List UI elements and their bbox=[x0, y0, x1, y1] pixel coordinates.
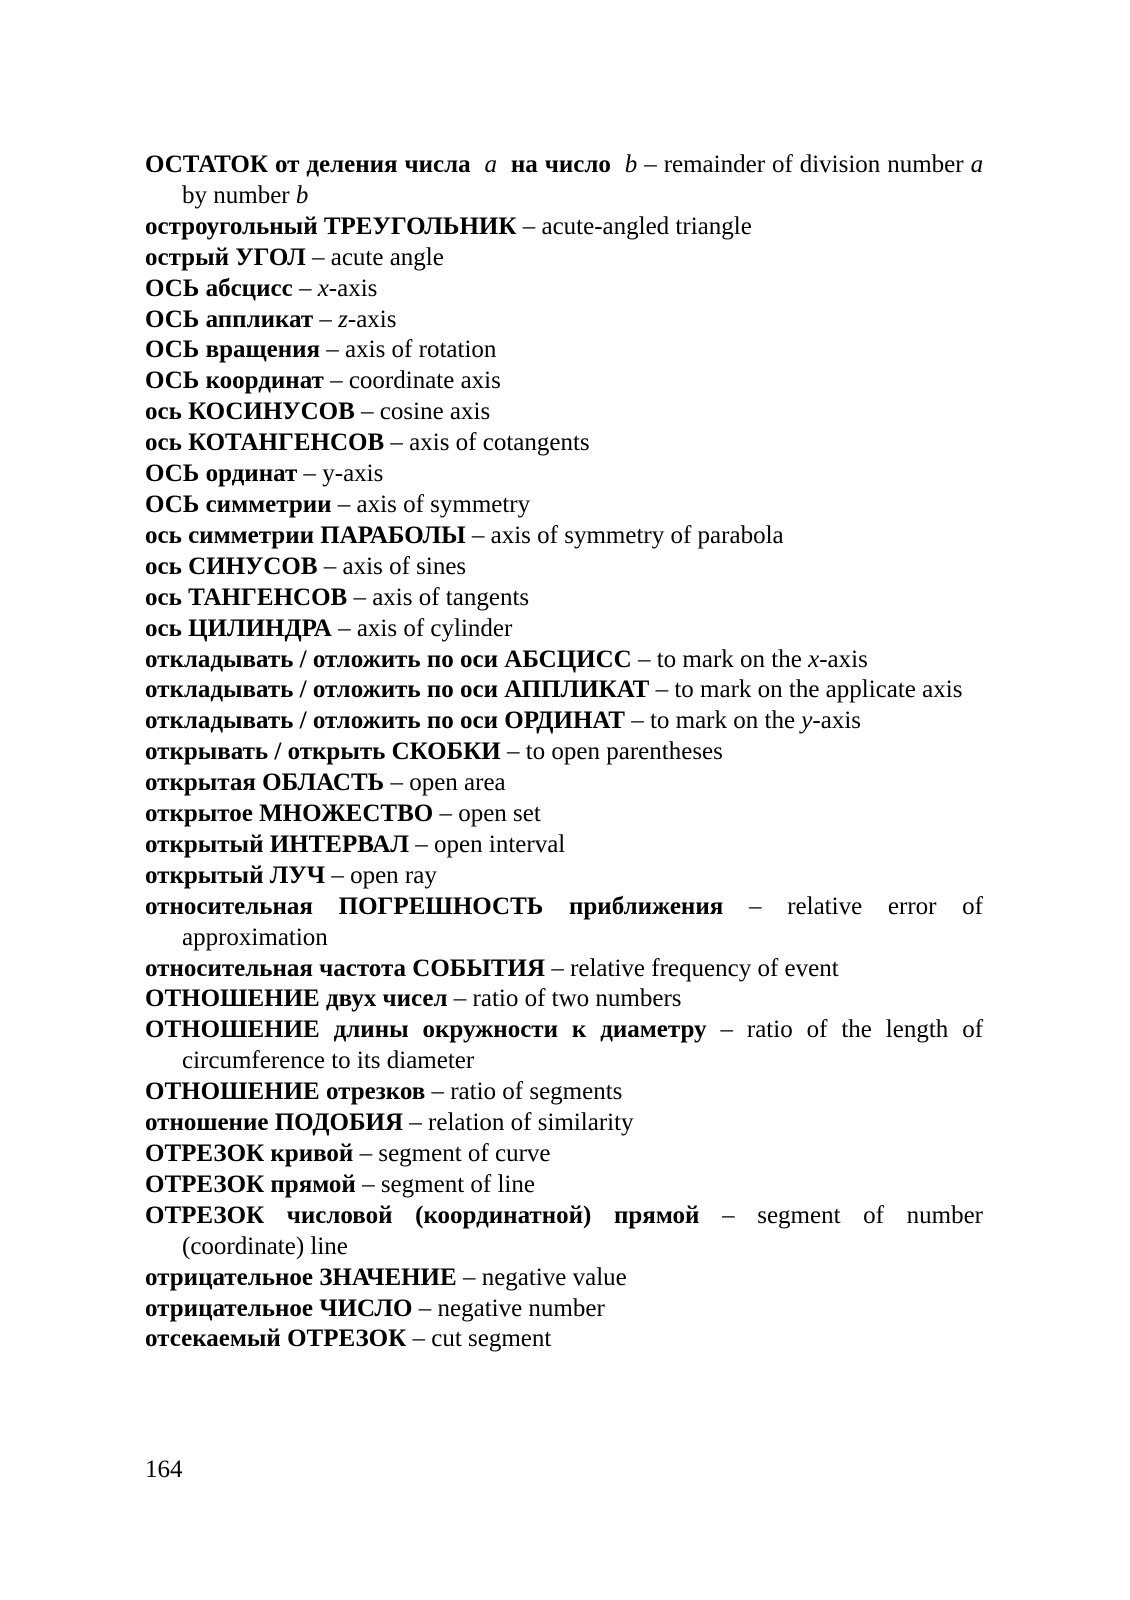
entry-definition: axis of sines bbox=[342, 552, 467, 580]
dictionary-entry: ось ЦИЛИНДРА – axis of cylinder bbox=[145, 614, 513, 642]
dictionary-entry: отрицательное ЗНАЧЕНИЕ – negative value bbox=[145, 1263, 627, 1291]
entry-term: ОТРЕЗОК прямой bbox=[145, 1170, 356, 1198]
entry-term: острый УГОЛ bbox=[145, 243, 306, 271]
entry-definition: ratio of segments bbox=[450, 1078, 623, 1106]
entry-definition: relative frequency of event bbox=[570, 954, 839, 982]
entry-term: ось СИНУСОВ bbox=[145, 552, 318, 580]
entry-definition: open ray bbox=[350, 861, 437, 889]
entry-term: откладывать / отложить по оси АППЛИКАТ bbox=[145, 676, 650, 704]
dictionary-entry: ОСЬ абсцисс – x-axis bbox=[145, 274, 378, 302]
entry-definition: negative value bbox=[481, 1263, 627, 1291]
entry-definition: open interval bbox=[434, 830, 566, 858]
dictionary-entry: ОТРЕЗОК кривой – segment of curve bbox=[145, 1140, 551, 1167]
entry-term: ось КОТАНГЕНСОВ bbox=[145, 429, 385, 457]
dictionary-entry: ось ТАНГЕНСОВ – axis of tangents bbox=[145, 583, 530, 611]
entry-term: ОТНОШЕНИЕ длины окружности к диаметру bbox=[145, 1016, 707, 1044]
dictionary-entry: ОСЬ симметрии – axis of symmetry bbox=[145, 490, 531, 518]
entry-definition: axis of symmetry bbox=[356, 490, 531, 518]
dictionary-entry: ОСЬ аппликат – z-axis bbox=[145, 305, 397, 333]
dictionary-entry: ОСЬ ординат – y-axis bbox=[145, 460, 384, 488]
entry-term: открытое МНОЖЕСТВО bbox=[145, 800, 434, 828]
entry-term: отсекаемый ОТРЕЗОК bbox=[145, 1325, 407, 1353]
dictionary-entry: открытый ЛУЧ – open ray bbox=[145, 861, 437, 889]
entry-term: ОТРЕЗОК числовой (координатной) прямой bbox=[145, 1201, 700, 1229]
entry-term: ось ТАНГЕНСОВ bbox=[145, 583, 348, 611]
entry-term: отношение ПОДОБИЯ bbox=[145, 1109, 404, 1137]
dictionary-entry: открытая ОБЛАСТЬ – open area bbox=[145, 769, 506, 797]
entry-definition: remainder of division number bbox=[663, 151, 964, 178]
dictionary-entry: ОСЬ вращения – axis of rotation bbox=[145, 336, 497, 364]
entry-term: ОТРЕЗОК кривой bbox=[145, 1140, 354, 1167]
entry-term-variable: b bbox=[624, 151, 638, 178]
dictionary-entry: ось КОТАНГЕНСОВ – axis of cotangents bbox=[145, 429, 590, 457]
entry-definition-variable: z bbox=[338, 305, 348, 333]
entry-term: открытый ЛУЧ bbox=[145, 861, 326, 889]
dictionary-entry: открытое МНОЖЕСТВО – open set bbox=[145, 800, 541, 828]
dictionary-entry: ОСТАТОК от деления числа a на число b – remainder of division number a by number b bbox=[145, 151, 984, 209]
entry-definition: -axis bbox=[819, 645, 868, 673]
entry-definition: segment of number (coordinate) line bbox=[182, 1201, 984, 1260]
entry-term: на число bbox=[510, 151, 611, 178]
dictionary-entry: острый УГОЛ – acute angle bbox=[145, 243, 444, 271]
entry-definition-variable: b bbox=[295, 181, 309, 209]
entry-definition-variable: x bbox=[317, 274, 329, 302]
entry-definition: acute angle bbox=[330, 243, 444, 271]
entry-term: откладывать / отложить по оси АБСЦИСС bbox=[145, 645, 632, 673]
dictionary-entry: открытый ИНТЕРВАЛ – open interval bbox=[145, 830, 566, 858]
entry-term: ОСЬ вращения bbox=[145, 336, 321, 364]
entry-definition: -axis bbox=[812, 707, 862, 735]
entry-term: ОСТАТОК от деления числа bbox=[145, 151, 471, 178]
entry-term: ОСЬ абсцисс bbox=[145, 274, 293, 302]
dictionary-entry: ОТНОШЕНИЕ отрезков – ratio of segments bbox=[145, 1078, 623, 1106]
dictionary-entry: ось СИНУСОВ – axis of sines bbox=[145, 552, 467, 580]
entry-definition: to mark on the bbox=[656, 645, 802, 673]
entry-definition: axis of rotation bbox=[345, 336, 497, 364]
dictionary-entry: остроугольный ТРЕУГОЛЬНИК – acute-angled triangle bbox=[145, 212, 752, 240]
dictionary-entry: откладывать / отложить по оси АБСЦИСС – to mark on the x-axis bbox=[145, 645, 868, 673]
entry-term: ОСЬ координат bbox=[145, 367, 324, 395]
dictionary-page bbox=[145, 150, 983, 1355]
entry-definition: segment of curve bbox=[378, 1140, 551, 1167]
entry-definition: axis of tangents bbox=[372, 583, 530, 611]
entry-term: ось симметрии ПАРАБОЛЫ bbox=[145, 521, 466, 549]
entry-term: откладывать / отложить по оси ОРДИНАТ bbox=[145, 707, 625, 735]
entry-definition: axis of cotangents bbox=[409, 429, 590, 457]
entry-definition-variable: y bbox=[801, 707, 813, 735]
dictionary-entry: ОТРЕЗОК числовой (координатной) прямой – segment of number (coordinate) line bbox=[145, 1201, 984, 1260]
entry-term-variable: a bbox=[484, 151, 498, 178]
entry-term: открывать / открыть СКОБКИ bbox=[145, 738, 501, 766]
entry-term: ОСЬ симметрии bbox=[145, 490, 332, 518]
entry-definition: cut segment bbox=[431, 1325, 552, 1353]
entry-definition: by number bbox=[182, 181, 290, 209]
entry-term: относительная ПОГРЕШНОСТЬ приближения bbox=[145, 892, 724, 920]
entry-definition: relation of similarity bbox=[428, 1109, 634, 1137]
entry-definition: to mark on the applicate axis bbox=[674, 676, 963, 704]
entry-definition: segment of line bbox=[380, 1170, 535, 1198]
dictionary-entry: ОТРЕЗОК прямой – segment of line bbox=[145, 1170, 535, 1198]
entry-definition: to mark on the bbox=[649, 707, 796, 735]
dictionary-entry: ОТНОШЕНИЕ длины окружности к диаметру – ratio of the length of circumference to its diameter bbox=[145, 1016, 984, 1075]
entry-definition: ratio of the length of circumference to its diameter bbox=[182, 1016, 984, 1075]
page-number: 164 bbox=[145, 1456, 183, 1483]
entry-definition: axis of symmetry of parabola bbox=[490, 521, 784, 549]
entry-term: отрицательное ЗНАЧЕНИЕ bbox=[145, 1263, 457, 1291]
dictionary-entry: открывать / открыть СКОБКИ – to open parentheses bbox=[145, 738, 723, 766]
entry-term: отрицательное ЧИСЛО bbox=[145, 1294, 413, 1322]
dictionary-entry: отрицательное ЧИСЛО – negative number bbox=[145, 1294, 605, 1322]
dictionary-entry: ОСЬ координат – coordinate axis bbox=[145, 367, 501, 395]
entry-definition: cosine axis bbox=[379, 398, 491, 426]
entry-term: ось КОСИНУСОВ bbox=[145, 398, 355, 426]
dictionary-entry: отсекаемый ОТРЕЗОК – cut segment bbox=[145, 1325, 552, 1353]
entry-definition: negative number bbox=[437, 1294, 605, 1322]
entry-definition: to open parentheses bbox=[525, 738, 723, 766]
entry-definition: relative error of approximation bbox=[182, 892, 984, 951]
entry-term: открытая ОБЛАСТЬ bbox=[145, 769, 385, 797]
dictionary-entry: относительная ПОГРЕШНОСТЬ приближения – relative error of approximation bbox=[145, 892, 984, 951]
dictionary-entry: откладывать / отложить по оси ОРДИНАТ – to mark on the y-axis bbox=[145, 707, 862, 735]
dictionary-entry: ось КОСИНУСОВ – cosine axis bbox=[145, 398, 491, 426]
dictionary-entry: относительная частота СОБЫТИЯ – relative frequency of event bbox=[145, 954, 839, 982]
entry-term: ОТНОШЕНИЕ двух чисел bbox=[145, 985, 448, 1013]
entry-term: остроугольный ТРЕУГОЛЬНИК bbox=[145, 212, 517, 240]
entry-definition: coordinate axis bbox=[348, 367, 501, 395]
entry-definition: -axis bbox=[347, 305, 397, 333]
entry-definition: y-axis bbox=[322, 460, 384, 488]
entry-definition: open set bbox=[458, 800, 541, 828]
entry-term: ОТНОШЕНИЕ отрезков bbox=[145, 1078, 426, 1106]
entry-definition-variable: x bbox=[808, 645, 820, 673]
entry-term: ОСЬ аппликат bbox=[145, 305, 314, 333]
entry-term: ОСЬ ординат bbox=[145, 460, 298, 488]
entry-term: относительная частота СОБЫТИЯ bbox=[145, 954, 546, 982]
entry-definition: -axis bbox=[328, 274, 378, 302]
dictionary-entry: откладывать / отложить по оси АППЛИКАТ – to mark on the applicate axis bbox=[145, 676, 963, 704]
dictionary-entry: ОТНОШЕНИЕ двух чисел – ratio of two numbers bbox=[145, 985, 682, 1013]
dictionary-entry: отношение ПОДОБИЯ – relation of similarity bbox=[145, 1109, 634, 1137]
entry-term: ось ЦИЛИНДРА bbox=[145, 614, 332, 642]
entry-definition: acute-angled triangle bbox=[541, 212, 752, 240]
entry-definition: axis of cylinder bbox=[356, 614, 513, 642]
entry-definition-variable: a bbox=[970, 151, 984, 178]
entry-term: открытый ИНТЕРВАЛ bbox=[145, 830, 410, 858]
dictionary-entry: ось симметрии ПАРАБОЛЫ – axis of symmetry of parabola bbox=[145, 521, 784, 549]
entry-definition: ratio of two numbers bbox=[472, 985, 682, 1013]
entry-definition: open area bbox=[409, 769, 506, 797]
